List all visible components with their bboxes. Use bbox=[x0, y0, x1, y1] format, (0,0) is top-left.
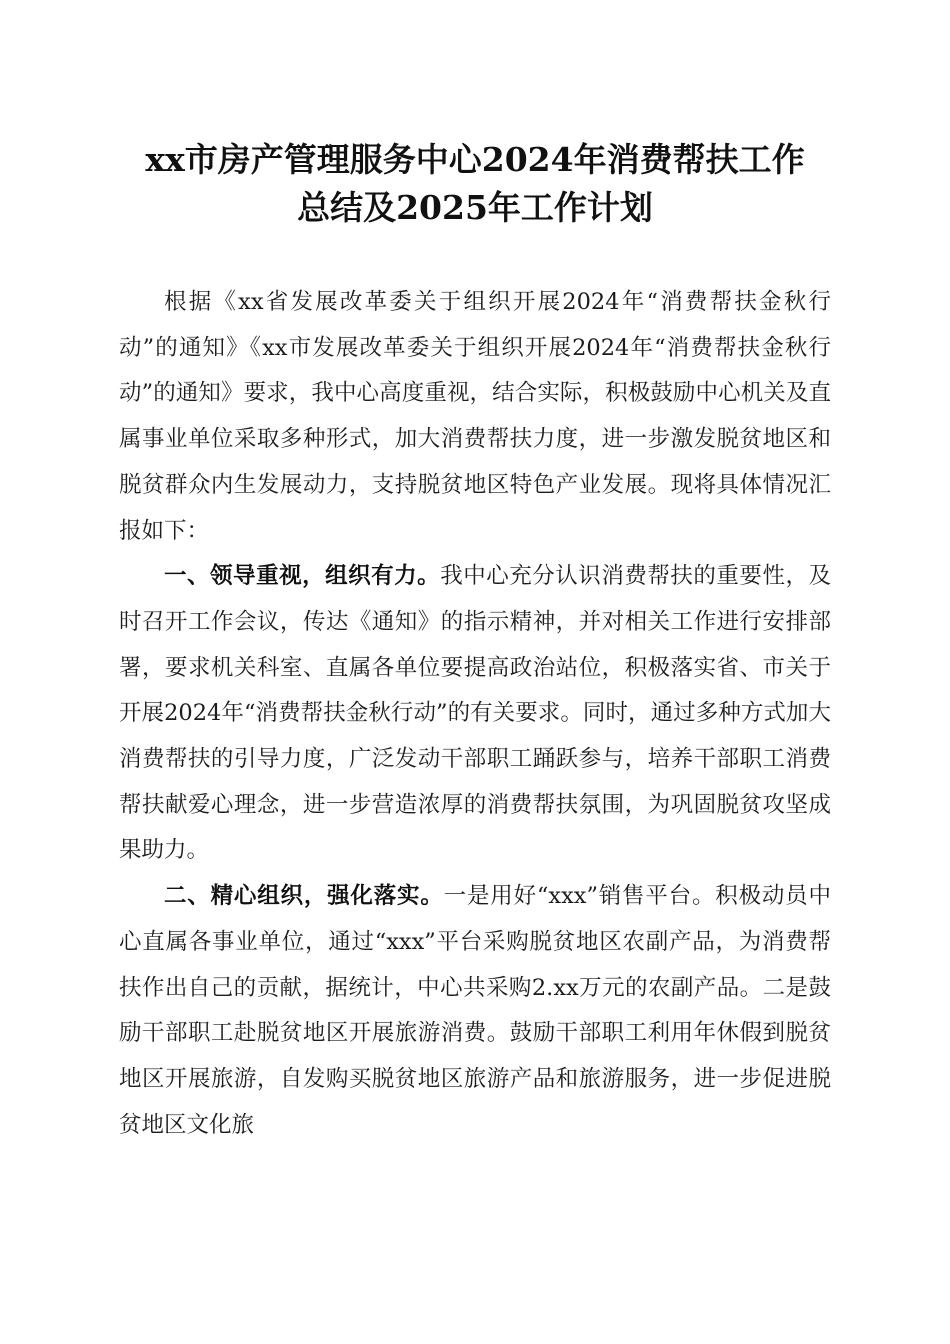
paragraph-intro-text: 根据《xx省发展改革委关于组织开展2024年“消费帮扶金秋行动”的通知》《xx市发展改革委关于组织开展2024年“消费帮扶金秋行动”的通知》要求，我中心高度重视，结合实际，积极鼓励中心机关及直属事业单位采取多种形式，加大消费帮扶力度，进一步激发脱贫地区和脱贫群众内生发展动力，支持脱贫地区特色产业发展。现将具体情况汇报如下： bbox=[119, 289, 831, 544]
paragraph-intro bbox=[119, 280, 831, 554]
paragraph-section-2 bbox=[119, 874, 831, 1148]
document-title bbox=[100, 136, 850, 232]
title-line-2: 总结及2025年工作计划 bbox=[297, 188, 653, 227]
title-line-1: xx市房产管理服务中心2024年消费帮扶工作 bbox=[145, 140, 805, 179]
section-2-text: 一是用好“xxx”销售平台。积极动员中心直属各事业单位，通过“xxx”平台采购脱贫地区农副产品，为消费帮扶作出自己的贡献，据统计，中心共采购2.xx万元的农副产品。二是鼓励干部职工赴脱贫地区开展旅游消费。鼓励干部职工利用年休假到脱贫地区开展旅游，自发购买脱贫地区旅游产品和旅游服务，进一步促进脱贫地区文化旅 bbox=[119, 883, 831, 1138]
document-body bbox=[119, 280, 831, 1148]
section-1-text: 我中心充分认识消费帮扶的重要性，及时召开工作会议，传达《通知》的指示精神，并对相关工作进行安排部署，要求机关科室、直属各单位要提高政治站位，积极落实省、市关于开展2024年“消费帮扶金秋行动”的有关要求。同时，通过多种方式加大消费帮扶的引导力度，广泛发动干部职工踊跃参与，培养干部职工消费帮扶献爱心理念，进一步营造浓厚的消费帮扶氛围，为巩固脱贫攻坚成果助力。 bbox=[119, 563, 831, 864]
section-1-heading: 一、领导重视，组织有力。 bbox=[164, 563, 441, 590]
section-2-heading: 二、精心组织，强化落实。 bbox=[164, 883, 444, 910]
paragraph-section-1 bbox=[119, 554, 831, 874]
